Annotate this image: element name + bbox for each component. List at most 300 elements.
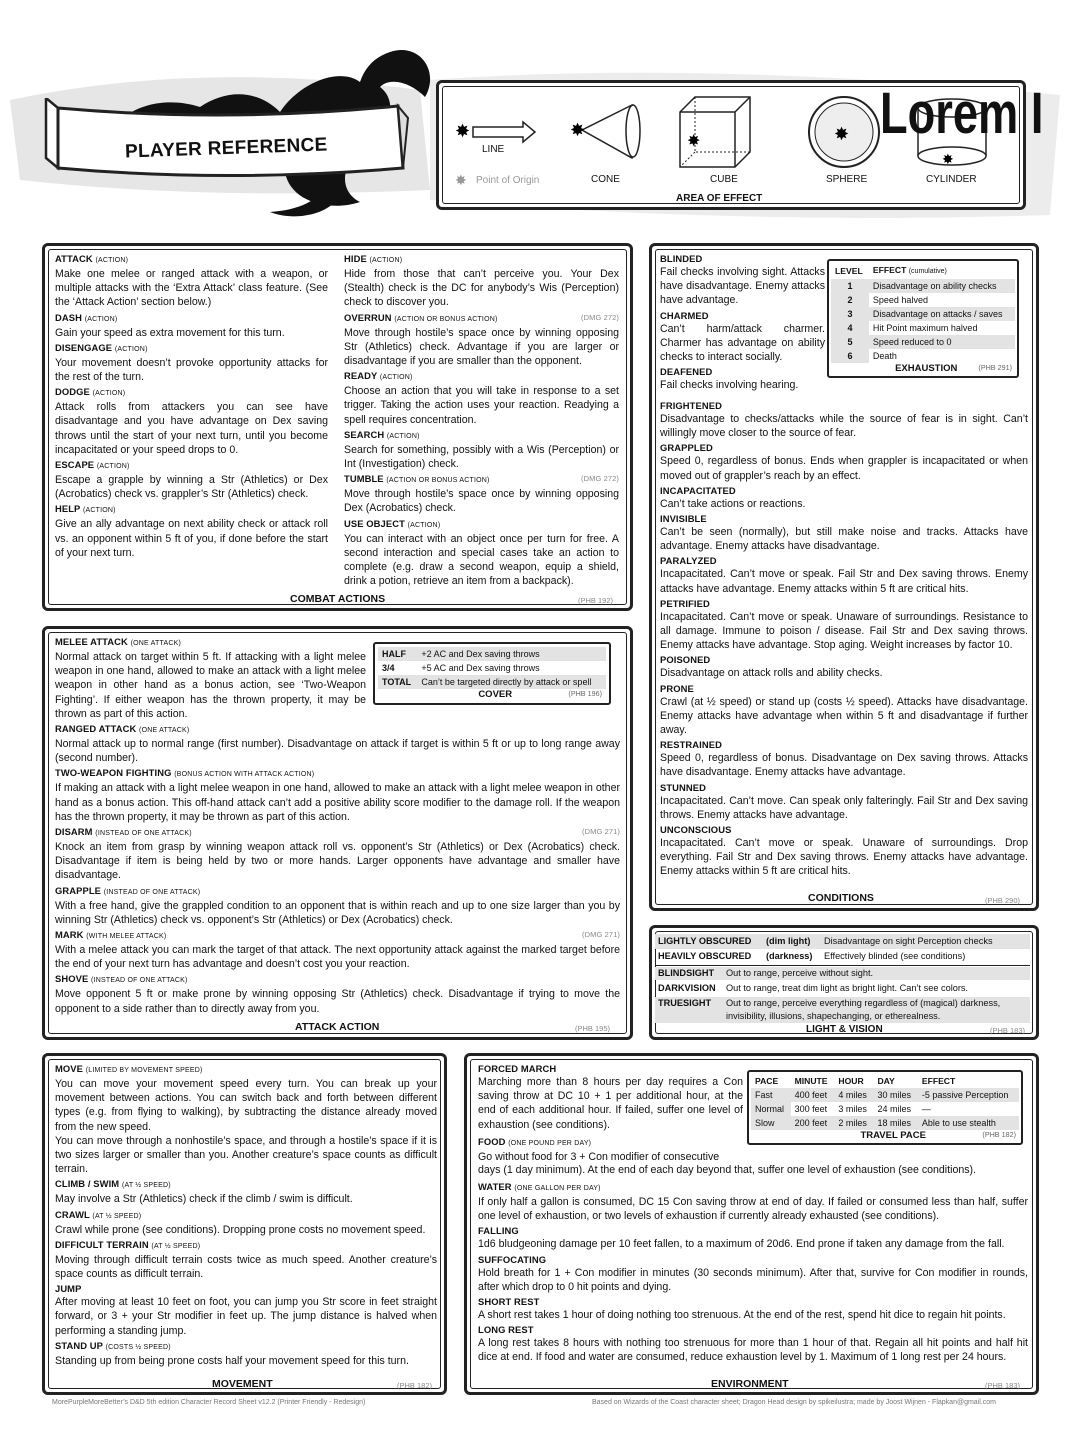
entry-title-wrap [55,1209,141,1223]
aoe-cube-label: CUBE [710,174,738,185]
entry-block [55,1063,437,1176]
svg-text:✸: ✸ [942,152,954,168]
exhaustion-effect: Hit Point maximum halved [872,323,978,333]
page-title: PLAYER REFERENCE [124,134,328,163]
entry-heading [55,1178,437,1192]
entry-title: RANGED ATTACK [55,723,137,734]
aoe-cylinder-label: CYLINDER [926,174,977,185]
cover-row [378,675,606,689]
entry-note: (AT ½ SPEED) [121,1182,171,1190]
pace-head [751,1074,1019,1088]
entry-title: DASH [55,311,82,323]
entry-title-wrap [478,1254,546,1266]
food-continued [478,1163,1028,1177]
point-of-origin-icon: ✸ [455,172,467,188]
entry-text: A long rest takes 8 hours with nothing too strenuous for more than 1 hour of that. Regain all hit points and half hit dice at end. If food and water are consumed, reduce exhaustion level by 1. Maximum of 1 long rest per 24 hours. [478,1337,1028,1364]
entry-title-wrap [660,485,736,497]
exhaustion-level: 3 [831,307,869,321]
pace-cell: 18 miles [873,1116,917,1130]
entry-title: SUFFOCATING [478,1253,547,1265]
entry-heading [55,973,620,987]
entry-heading [55,503,328,517]
entry-title: BLINDED [660,253,703,264]
entry-heading [660,683,1028,695]
entry-block [55,885,620,927]
entry-title-wrap [660,513,707,525]
entry-title-wrap [344,473,490,487]
entry-block [660,366,825,392]
entry-note: (ACTION) [379,374,413,382]
entry-heading [55,1340,437,1354]
entry-title: SEARCH [344,428,385,440]
entry-block [478,1136,743,1164]
entry-heading [344,518,619,532]
entry-text: Move through hostile’s space once by winning opposing Dex (Acrobatics) check. [344,488,619,515]
entry-block [55,1209,437,1237]
entry-block [55,503,328,560]
combat-actions-ref: (PHB 192) [578,596,614,605]
entry-title-wrap [55,973,188,987]
entry-title: DIFFICULT TERRAIN [55,1238,149,1250]
effect-label: EFFECT [872,265,907,275]
cone-shape-icon [570,102,650,172]
travel-pace-title: TRAVEL PACE [860,1130,926,1141]
entry-block [478,1254,1028,1294]
header [0,0,1080,225]
entry-title-wrap [55,1340,171,1354]
entry-block [660,310,825,365]
aoe-cone-label: CONE [591,174,620,185]
entry-note: (ACTION OR BONUS ACTION) [386,477,490,485]
entry-title: MELEE ATTACK [55,636,128,647]
entry-text: Marching more than 8 hours per day requires a Con saving throw at DC 10 + 1 per additional hour, at the end of each additional hour. If failed, suffer one level of exhaustion (see conditions). [478,1076,743,1131]
entry-text: Disadvantage on attack rolls and ability checks. [660,667,883,680]
entry-block [344,429,619,471]
entry-title: USE OBJECT [344,517,405,529]
entry-block [660,442,1028,482]
light-row [655,934,1030,949]
entry-title-wrap [55,929,166,943]
vision-row [655,997,1030,1023]
entry-text: Give an ally advantage on next ability check or attack roll vs. an opponent within 5 ft of you, if done before the start of your next turn. [55,518,328,559]
entry-text: Incapacitated. Can’t move or speak. Fail Str and Dex saving throws. Enemy attacks have advantage. Enemy attacks within 5 ft are critical hits. [660,568,1028,595]
entry-heading [660,485,1028,497]
sphere-shape-icon [806,94,882,170]
entry-block [660,654,1028,680]
entry-title: STUNNED [660,781,707,793]
attack-action-title: ATTACK ACTION [295,1021,380,1033]
entry-title: GRAPPLE [55,884,102,896]
entry-block [344,253,619,310]
entry-text: If only half a gallon is consumed, DC 15 Con saving throw at end of day. If failed or consumed less than half, suffer one level of exhaustion, or two levels of exhaustion if currently already exhausted (see conditions). [478,1196,1028,1223]
pace-cell: Able to use stealth [918,1116,1019,1130]
entry-title-wrap [660,598,710,610]
exhaustion-effect-head [869,263,1015,279]
entry-heading [55,253,328,267]
entry-title-wrap [55,1239,200,1253]
entry-title-wrap [478,1324,534,1336]
entry-title-wrap [55,503,116,517]
entry-title: FOOD [478,1136,506,1147]
entry-block [478,1063,743,1132]
entry-title: JUMP [55,1283,82,1295]
entry-title: INVISIBLE [660,513,707,525]
entry-title-wrap [660,310,709,322]
entry-title-wrap [55,386,125,400]
entry-heading [55,885,620,899]
pace-cell: Fast [751,1088,791,1102]
entry-title-wrap [55,1178,171,1192]
pace-cell: 24 miles [877,1104,911,1114]
entry-block [478,1296,1028,1322]
cube-shape-icon [675,94,755,174]
entry-title: UNCONSCIOUS [660,824,732,836]
entry-text: Knock an item from grasp by winning weapon attack roll vs. opponent’s Str (Athletics) or Dex (Acrobatics) check. Disadvantage if item is being held by two or more hands. Larger opponents have advantage and smaller have disadvantage. [55,841,620,882]
cover-level: HALF [382,649,406,659]
entry-text: Move through hostile’s space once by winning opposing Str (Athletics) check. Advantage if you are larger or disadvantage if you are smaller than the opponent. [344,326,619,368]
entry-note: (ONE GALLON PER DAY) [514,1185,601,1192]
entry-title-wrap [55,342,148,356]
entry-block [344,370,619,427]
entry-text: Standing up from being prone costs half your movement speed for this turn. [55,1354,409,1367]
entry-heading [344,253,619,267]
entry-title-wrap [344,370,413,384]
entry-heading [660,555,1028,567]
entry-note: (ACTION) [92,390,126,398]
pace-cell: 2 miles [834,1116,873,1130]
entry-block [660,485,1028,511]
entry-block [55,1283,437,1338]
entry-heading [660,824,1028,836]
entry-text: Make one melee or ranged attack with a weapon, or multiple attacks with the ‘Extra Attack’ class feature. (See the ‘Attack Action’ section below.) [55,268,328,309]
svg-text:✸: ✸ [834,124,850,145]
entry-title-wrap [55,1063,203,1077]
entry-title-wrap [55,885,200,899]
pace-head-cell: MINUTE [794,1076,828,1086]
entry-title: FRIGHTENED [660,400,722,411]
entry-title-wrap [478,1136,591,1150]
entry-title: DISENGAGE [55,341,113,353]
environment-title: ENVIRONMENT [711,1378,789,1390]
entry-text: You can interact with an object once per turn for free. A second interaction and special cases take an action to complete (e.g. draw a second weapon, equip a shield, drink a potion, retrieve an item from a backpack). [344,532,619,588]
entry-title-wrap [55,312,117,326]
entry-block [660,253,825,308]
entry-title-wrap [478,1296,539,1308]
entry-title: DEAFENED [660,366,713,378]
entry-block [660,782,1028,822]
exhaustion-level: 1 [831,279,869,293]
entry-note: (AT ½ SPEED) [92,1212,142,1220]
pace-head-cell: EFFECT [921,1076,956,1086]
entry-title: SHOVE [55,973,89,985]
exhaustion-level: 6 [831,349,869,363]
entry-text: Incapacitated. Can’t move or speak. Unaware of surroundings. Drop everything. Fail Str and Dex saving throws. Enemy attacks have advantage. Enemy attacks within 5 ft are critical hits. [660,837,1028,878]
entry-text: Crawl (at ½ speed) or stand up (costs ½ speed). Attacks have disadvantage. Enemy attacks have advantage when within 5 ft and disadvantage if further away. [660,695,1028,737]
light-row [655,949,1030,964]
entry-text: Fail checks involving hearing. [660,379,799,392]
melee-attack-block [55,636,366,723]
entry-text: Attack rolls from attackers you can see have disadvantage and you have advantage on Dex saving throws until the start of your next turn, until you become incapacitated or your speed drops to 0. [55,401,328,456]
entry-note: (WITH MELEE ATTACK) [86,933,167,941]
movement-list [55,1063,437,1370]
food-block [478,1136,743,1166]
entry-heading [55,826,620,840]
pace-row [751,1116,1019,1130]
exhaustion-row [831,321,1015,335]
entry-note: (BONUS ACTION WITH ATTACK ACTION) [174,771,315,779]
exhaustion-effect: Death [872,351,897,361]
entry-title: HIDE [344,253,367,264]
entry-block [55,929,620,971]
entry-block [55,312,328,340]
entry-heading [55,1239,437,1253]
entry-title: OVERRUN [344,311,392,323]
entry-block [660,683,1028,738]
entry-title-wrap [55,1283,81,1295]
entry-title-wrap [344,312,498,326]
entry-block [660,824,1028,879]
entry-title: CHARMED [660,309,709,321]
entry-note: (AT ½ SPEED) [151,1242,201,1250]
vision-row [655,982,1030,995]
entry-title-wrap [478,1225,519,1237]
entry-text: Normal attack on target within 5 ft. If attacking with a light melee weapon in one hand, allowed to make an attack with a light melee weapon in other hand as a bonus action, see ‘Two-Weapon Fighting’. If either weapon has the thrown property, it may be thrown as part of this action. [55,651,366,720]
exhaustion-row [831,335,1015,349]
entry-text: Incapacitated. Can’t move or speak. Unaware of surroundings. Resistance to all damage. Immune to poison / disease. Fail Str and Dex saving throws. Enemy attacks have advantage. Stop aging. Weight increases by factor 10. [660,610,1028,652]
exhaustion-row [831,279,1015,293]
entry-text: Hide from those that can’t perceive you. Your Dex (Stealth) check is the DC for anybody’s Wis (Perception) check to discover you. [344,268,619,309]
light-label: LIGHTLY OBSCURED [658,936,752,946]
entry-title-wrap [660,366,712,378]
travel-pace-ref: (PHB 182) [982,1130,1016,1139]
entry-text: Speed 0, regardless of bonus. Ends when grappler is incapacitated or when moved out of grappler’s reach by an effect. [660,455,1028,482]
entry-note: (LIMITED BY MOVEMENT SPEED) [85,1067,203,1074]
exhaustion-level: 5 [831,335,869,349]
entry-block [55,1340,437,1368]
entry-heading [55,723,620,737]
entry-block [55,253,328,310]
cumulative-note: (cumulative) [908,268,947,275]
entry-note: (ACTION) [386,432,420,440]
entry-title-wrap [660,782,706,794]
entry-heading [660,598,1028,610]
vision-label: BLINDSIGHT [658,968,715,978]
entry-text: Crawl while prone (see conditions). Dropping prone costs no movement speed. [55,1223,426,1236]
entry-title: CLIMB / SWIM [55,1178,120,1190]
entry-text: Search for something, possibly with a Wis (Perception) or Int (Investigation) check. [344,443,619,471]
entry-text: Hold breath for 1 + Con modifier in minutes (30 seconds minimum). After that, survive for Con modifier in rounds, after which drop to 0 hit points and dying. [478,1266,1028,1293]
entry-title: PETRIFIED [660,597,710,609]
entry-block [55,723,620,765]
pace-cell: 400 feet [791,1088,835,1102]
aoe-title: AREA OF EFFECT [676,193,763,204]
pace-cell: Normal [751,1102,791,1116]
entry-title-wrap [344,429,420,443]
entry-title-wrap [660,824,731,836]
conditions-top-column [660,253,825,394]
entry-note: (INSTEAD OF ONE ATTACK) [95,830,192,838]
pace-cell: 30 miles [873,1088,917,1102]
entry-title-wrap [660,683,694,695]
light-vision-title: LIGHT & VISION [806,1024,883,1035]
combat-actions-left-column [55,253,328,562]
entry-heading [55,767,620,781]
entry-title: ATTACK [55,253,93,264]
attack-action-list [55,723,620,1018]
entry-text: Move opponent 5 ft or make prone by winning opposing Str (Athletics) check. Disadvantage if trying to move the opponent to a side rather than to directly away from you. [55,988,620,1015]
light-vision-table [655,934,1030,1025]
svg-text:✸: ✸ [455,121,471,142]
entry-text: With a melee attack you can mark the target of that attack. The next opportunity attack against the marked target before the end of your next turn has advantage and doesn’t cost you your reaction. [55,944,620,971]
vision-label: DARKVISION [658,983,716,993]
entry-block [478,1181,1028,1223]
entry-note: (ACTION) [95,257,129,264]
entry-heading [660,400,1028,412]
entry-heading [660,253,825,265]
entry-block [344,473,619,515]
entry-heading [478,1225,1028,1237]
entry-text: Disadvantage to checks/attacks while the source of fear is in sight. Can’t willingly move closer to the source of fear. [660,413,1028,440]
entry-title-wrap [660,442,713,454]
entry-block [660,598,1028,653]
entry-title: STAND UP [55,1339,103,1351]
entry-heading [55,459,328,473]
entry-text: Your movement doesn’t provoke opportunity attacks for the rest of the turn. [55,356,328,384]
entry-block [344,312,619,369]
entry-heading [344,429,619,443]
light-vision-ref: (PHB 183) [990,1026,1026,1035]
entry-text: May involve a Str (Athletics) check if the climb / swim is difficult. [55,1193,353,1206]
entry-heading [660,442,1028,454]
entry-note: (ACTION) [407,521,441,529]
vision-effect: Out to range, treat dim light as bright light. Can’t see colors. [726,983,969,993]
entry-heading [55,636,366,650]
exhaustion-row [831,293,1015,307]
entry-title-wrap [55,767,314,781]
vision-effect: Out to range, perceive without sight. [726,968,874,978]
exhaustion-head [831,263,1015,279]
entry-block [55,459,328,501]
entry-block [344,518,619,589]
entry-note: (INSTEAD OF ONE ATTACK) [103,888,201,896]
entry-block [478,1324,1028,1364]
cover-level: TOTAL [382,677,412,687]
entry-note: (ONE ATTACK) [139,727,190,734]
entry-text: 1d6 bludgeoning damage per 10 feet fallen, to a maximum of 20d6. End prone if taken any damage from the fall. [478,1238,1005,1251]
entry-heading [344,370,619,384]
entry-heading [478,1296,1028,1308]
entry-note: (INSTEAD OF ONE ATTACK) [91,977,188,985]
entry-block [660,400,1028,440]
entry-title-wrap [55,826,192,840]
entry-text: Normal attack up to normal range (first number). Disadvantage on attack if target is within 5 ft or up to long range away (second number). [55,738,620,765]
cover-table [373,642,611,705]
entry-block [660,513,1028,553]
entry-title: WATER [478,1181,512,1192]
entry-title: FALLING [478,1225,519,1237]
entry-heading [344,473,619,487]
entry-text: Incapacitated. Can’t move. Can speak only falteringly. Fail Str and Dex saving throws. Enemy attacks have advantage. [660,794,1028,821]
entry-heading [55,342,328,356]
entry-title-wrap [344,518,440,532]
pace-cell: 300 feet [794,1104,828,1114]
conditions-title: CONDITIONS [808,892,874,904]
entry-block [478,1225,1028,1251]
light-effect: Disadvantage on sight Perception checks [824,936,993,946]
movement-ref: (PHB 182) [397,1381,433,1390]
cover-effect: Can’t be targeted directly by attack or spell [421,677,592,687]
pace-cell: -5 passive Perception [918,1088,1019,1102]
cover-ref: (PHB 196) [568,689,602,698]
entry-title: LONG REST [478,1324,534,1336]
entry-block [55,973,620,1015]
entry-text: Choose an action that you will take in response to a set trigger. Taking the action uses your reaction. Readying a spell requires concentration. [344,385,619,426]
cover-effect: +2 AC and Dex saving throws [421,649,540,659]
cover-row [378,647,606,661]
entry-title-wrap [660,400,722,412]
entry-ref: (DMG 271) [582,930,620,940]
entry-heading [55,1209,437,1223]
entry-title-wrap [55,723,189,737]
exhaustion-level: 2 [831,293,869,307]
environment-ref: (PHB 183) [985,1381,1021,1390]
entry-block [55,386,328,457]
point-of-origin-label: Point of Origin [476,175,540,186]
entry-text: If making an attack with a light melee weapon in one hand, allowed to make an attack with a light melee weapon in other hand as a bonus action. This off-hand attack can’t add a positive ability score modifier to the damage roll. If the weapon has the thrown property, it may be thrown as part of this action. [55,782,620,823]
entry-text: Can’t harm/attack charmer. Charmer has advantage on ability checks to interact socially. [660,322,825,364]
entry-heading [478,1181,1028,1195]
entry-text: After moving at least 10 feet on foot, you can jump you Str score in feet straight forward, or 3 + your Str modifier in feet up. The jump distance is halved when performing a standing jump. [55,1296,437,1337]
entry-title: DISARM [55,826,93,838]
entry-ref: (DMG 271) [582,827,620,837]
forced-march-block [478,1063,743,1134]
entry-note: (ACTION) [96,463,130,471]
pace-head-cell: DAY [877,1076,895,1086]
entry-text: You can move your movement speed every turn. You can break up your movement between actions. You can switch back and forth between different types (e.g. from flying to walking), by subtracting the distance already moved from the new speed. [55,1078,437,1133]
entry-block [660,739,1028,779]
entry-title: PRONE [660,682,694,694]
cover-effect: +5 AC and Dex saving throws [421,663,540,673]
entry-heading [660,366,825,378]
entry-note: (ONE ATTACK) [130,640,181,647]
entry-note: (ACTION OR BONUS ACTION) [394,315,498,323]
entry-block [55,1178,437,1206]
entry-heading [478,1324,1028,1336]
entry-heading [55,929,620,943]
exhaustion-level-head: LEVEL [835,266,863,276]
entry-heading [478,1136,743,1150]
aoe-sphere-label: SPHERE [826,174,868,185]
vision-row [655,967,1030,980]
entry-text: A short rest takes 1 hour of doing nothing too strenuous. At the end of the rest, spend hit dice to regain hit points. [478,1309,1006,1322]
exhaustion-effect: Speed reduced to 0 [869,335,1015,349]
entry-note: (ACTION) [84,315,118,323]
pace-cell: Slow [751,1116,791,1130]
conditions-list [660,400,1028,881]
pace-head-cell: PACE [755,1076,779,1086]
exhaustion-ref: (PHB 291) [978,363,1012,372]
entry-title: RESTRAINED [660,739,722,751]
entry-heading [344,312,619,326]
entry-text: Can’t take actions or reactions. [660,497,806,510]
entry-heading [478,1063,743,1075]
entry-title: CRAWL [55,1208,90,1220]
vision-label: TRUESIGHT [658,998,712,1008]
combat-actions-right-column [344,253,619,590]
entry-heading [55,1063,437,1077]
movement-title: MOVEMENT [212,1378,273,1390]
cover-level: 3/4 [382,663,395,673]
